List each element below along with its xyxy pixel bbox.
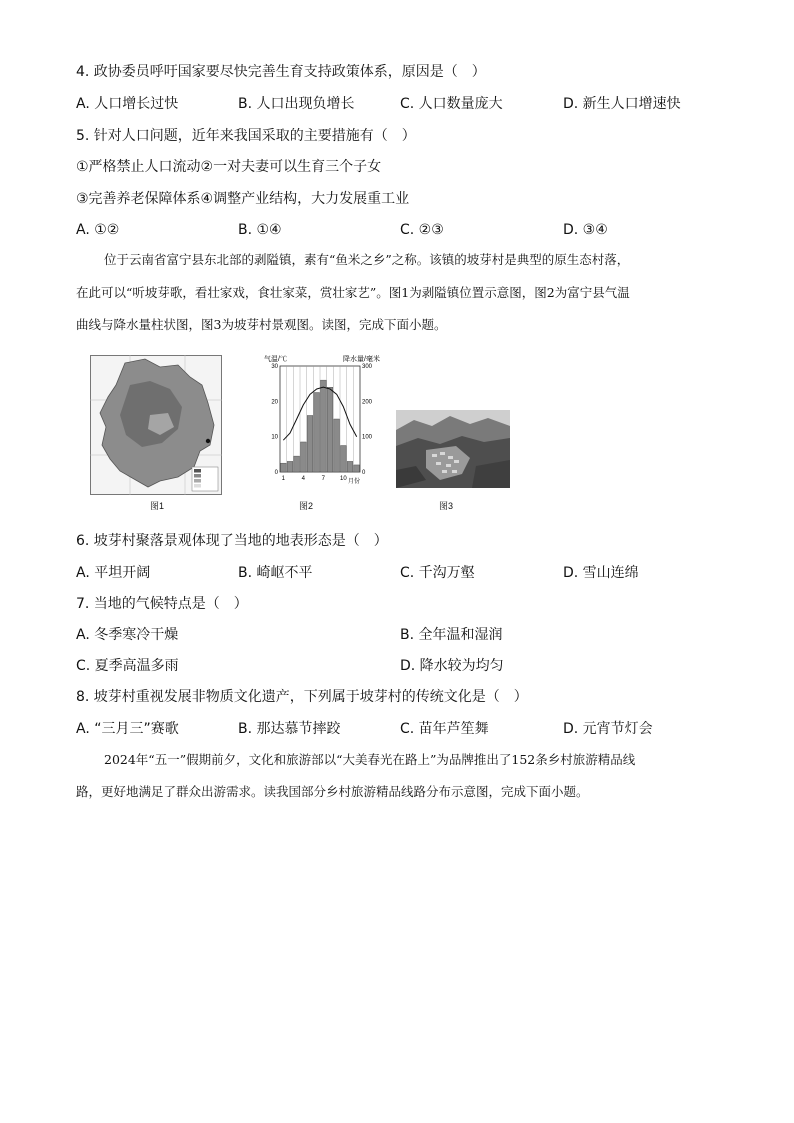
passage2-line2: 路，更好地满足了群众出游需求。读我国部分乡村旅游精品线路分布示意图，完成下面小题。: [76, 784, 589, 799]
q5-option-b: B. ①④: [238, 222, 282, 238]
precipitation-bar: [281, 463, 287, 472]
precipitation-tick-label: 100: [362, 434, 373, 441]
passage1-line3: 曲线与降水量柱状图，图3为坡芽村景观图。读图，完成下面小题。: [76, 317, 447, 332]
q8-option-c: C. 苗年芦笙舞: [400, 721, 489, 737]
figure1-location-map: [90, 355, 222, 495]
figure1-caption: 图1: [150, 501, 165, 511]
q4-option-a: A. 人口增长过快: [76, 96, 179, 112]
map-image: [90, 355, 222, 495]
q7-option-b: B. 全年温和湿润: [400, 627, 503, 643]
month-tick-label: 7: [321, 476, 326, 482]
precipitation-tick-label: 0: [362, 470, 366, 476]
q8-option-d: D. 元宵节灯会: [563, 721, 653, 737]
temperature-tick-label: 0: [274, 470, 278, 476]
precipitation-tick-label: 200: [362, 399, 373, 406]
q7-option-d: D. 降水较为均匀: [400, 658, 504, 674]
precipitation-bar: [287, 461, 293, 472]
passage2-line1: 2024年“五一”假期前夕，文化和旅游部以“大美春光在路上”为品牌推出了152条乡村旅游精品线: [104, 752, 636, 767]
month-tick-label: 4: [301, 476, 306, 482]
figure2-climate-chart: [262, 352, 382, 494]
q4-option-d: D. 新生人口增速快: [563, 96, 681, 112]
figure3-caption: 图3: [439, 501, 454, 511]
precipitation-tick-label: 300: [362, 364, 373, 370]
q4-option-c: C. 人口数量庞大: [400, 96, 503, 112]
right-axis-label: 降水量/毫米: [343, 356, 380, 363]
q7-option-c: C. 夏季高温多雨: [76, 658, 179, 674]
q6-option-c: C. 千沟万壑: [400, 565, 475, 581]
precipitation-bar: [341, 446, 347, 473]
left-axis-label: 气温/℃: [264, 356, 287, 363]
q5-option-d: D. ③④: [563, 222, 608, 238]
month-tick-label: 1: [281, 476, 286, 482]
village-photo-image: [396, 410, 510, 488]
passage1-line1: 位于云南省富宁县东北部的剥隘镇，素有“鱼米之乡”之称。该镇的坡芽村是典型的原生态村落，: [104, 252, 630, 267]
q6-option-b: B. 崎岖不平: [238, 565, 313, 581]
precipitation-bar: [347, 461, 353, 472]
q6-option-a: A. 平坦开阔: [76, 565, 151, 581]
q4-stem: 4. 政协委员呼吁国家要尽快完善生育支持政策体系，原因是（ ）: [76, 64, 486, 80]
q4-option-b: B. 人口出现负增长: [238, 96, 355, 112]
precipitation-bar: [301, 442, 307, 472]
q8-stem: 8. 坡芽村重视发展非物质文化遗产，下列属于坡芽村的传统文化是（ ）: [76, 689, 528, 705]
precipitation-bar: [294, 456, 300, 472]
precipitation-bar: [334, 419, 340, 472]
precipitation-bar: [327, 387, 333, 472]
figure3-village-photo: [396, 410, 510, 488]
figure2-caption: 图2: [299, 501, 314, 511]
precipitation-bar: [354, 465, 360, 472]
q7-stem: 7. 当地的气候特点是（ ）: [76, 596, 248, 612]
q5-option-c: C. ②③: [400, 222, 444, 238]
passage1-line2: 在此可以“听坡芽歌，看壮家戏，食壮家菜，赏壮家艺”。图1为剥隘镇位置示意图，图2为富宁县气温: [76, 285, 630, 300]
q5-option-a: A. ①②: [76, 222, 120, 238]
precipitation-bar: [314, 393, 320, 473]
temperature-tick-label: 10: [271, 434, 278, 441]
q5-items-line1: ①严格禁止人口流动②一对夫妻可以生育三个子女: [76, 159, 382, 175]
month-tick-label: 10: [339, 476, 347, 482]
temperature-tick-label: 30: [271, 364, 278, 370]
q8-option-a: A. “三月三”赛歌: [76, 721, 179, 737]
q5-items-line2: ③完善养老保障体系④调整产业结构，大力发展重工业: [76, 191, 410, 207]
climate-chart-svg: [262, 352, 382, 494]
q5-stem: 5. 针对人口问题，近年来我国采取的主要措施有（ ）: [76, 128, 416, 144]
q6-option-d: D. 雪山连绵: [563, 565, 639, 581]
q6-stem: 6. 坡芽村聚落景观体现了当地的地表形态是（ ）: [76, 533, 388, 549]
temperature-tick-label: 20: [271, 399, 278, 406]
x-axis-label: 月份: [348, 479, 361, 485]
q8-option-b: B. 那达慕节摔跤: [238, 721, 341, 737]
precipitation-bar: [321, 380, 327, 472]
precipitation-bar: [307, 415, 313, 472]
q7-option-a: A. 冬季寒冷干燥: [76, 627, 179, 643]
